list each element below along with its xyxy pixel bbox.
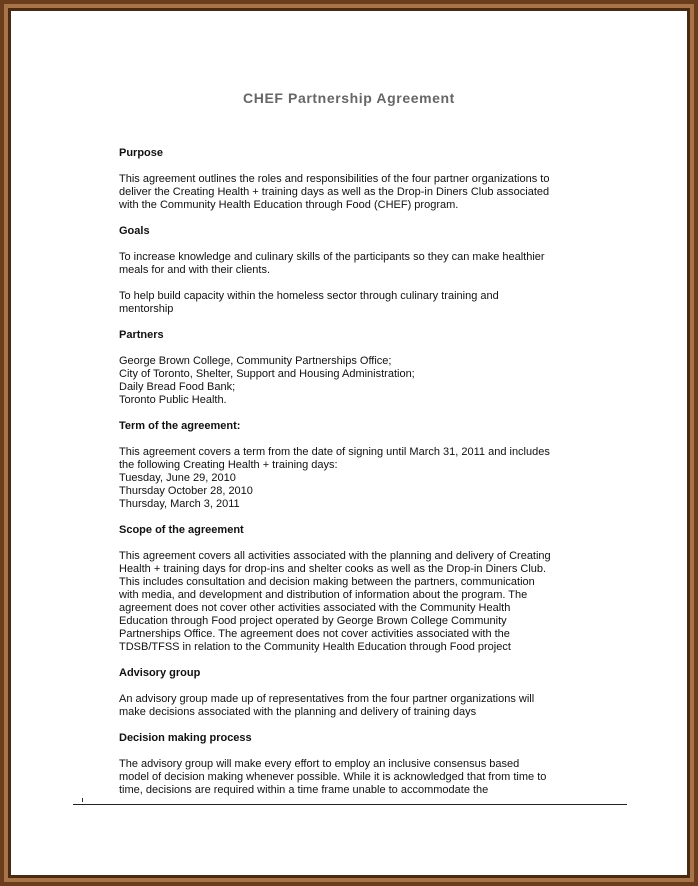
text-line: This agreement covers all activities associated with the planning and delivery of Creating bbox=[119, 550, 551, 562]
section-paragraph bbox=[119, 173, 579, 212]
text-line: deliver the Creating Health + training days as well as the Drop-in Diners Club associated bbox=[119, 186, 550, 198]
section-paragraph bbox=[119, 550, 579, 654]
document-body bbox=[119, 147, 579, 810]
section-heading: Term of the agreement: bbox=[119, 420, 241, 432]
text-line: George Brown College, Community Partnerships Office; bbox=[119, 355, 392, 367]
section-paragraph bbox=[119, 446, 579, 511]
section-heading: Scope of the agreement bbox=[119, 524, 244, 536]
section-paragraph bbox=[119, 758, 579, 797]
document-page bbox=[11, 11, 687, 875]
text-line: Thursday October 28, 2010 bbox=[119, 485, 253, 497]
margin-mark bbox=[82, 798, 83, 802]
text-line: To increase knowledge and culinary skills of the participants so they can make healthier bbox=[119, 251, 545, 263]
text-line: agreement does not cover other activities associated with the Community Health bbox=[119, 602, 511, 614]
document-title: CHEF Partnership Agreement bbox=[243, 90, 455, 106]
text-line: Education through Food project operated by George Brown College Community bbox=[119, 615, 507, 627]
text-line: City of Toronto, Shelter, Support and Housing Administration; bbox=[119, 368, 415, 380]
text-line: The advisory group will make every effort to employ an inclusive consensus based bbox=[119, 758, 520, 770]
text-line: Toronto Public Health. bbox=[119, 394, 227, 406]
text-line: make decisions associated with the planning and delivery of training days bbox=[119, 706, 477, 718]
section-paragraph bbox=[119, 290, 579, 316]
text-line: meals for and with their clients. bbox=[119, 264, 271, 276]
text-line: with media, and development and distribution of information about the program. The bbox=[119, 589, 528, 601]
text-line: Tuesday, June 29, 2010 bbox=[119, 472, 236, 484]
text-line: the following Creating Health + training days: bbox=[119, 459, 338, 471]
text-line: This agreement outlines the roles and responsibilities of the four partner organizations to bbox=[119, 173, 550, 185]
text-line: This includes consultation and decision making between the partners, communication bbox=[119, 576, 535, 588]
section-paragraph bbox=[119, 355, 579, 407]
text-line: with the Community Health Education through Food (CHEF) program. bbox=[119, 199, 459, 211]
section-heading: Purpose bbox=[119, 147, 164, 159]
text-line: Daily Bread Food Bank; bbox=[119, 381, 236, 393]
text-line: time, decisions are required within a time frame unable to accommodate the bbox=[119, 784, 489, 796]
section-paragraph bbox=[119, 693, 579, 719]
section-paragraph bbox=[119, 251, 579, 277]
section-heading: Goals bbox=[119, 225, 150, 237]
text-line: Thursday, March 3, 2011 bbox=[119, 498, 240, 510]
section-heading: Decision making process bbox=[119, 732, 252, 744]
section-heading: Partners bbox=[119, 329, 164, 341]
text-line: model of decision making whenever possible. While it is acknowledged that from time to bbox=[119, 771, 547, 783]
footer-rule bbox=[73, 804, 627, 805]
text-line: Partnerships Office. The agreement does not cover activities associated with the bbox=[119, 628, 510, 640]
text-line: To help build capacity within the homeless sector through culinary training and bbox=[119, 290, 499, 302]
text-line: mentorship bbox=[119, 303, 174, 315]
text-line: This agreement covers a term from the date of signing until March 31, 2011 and includes bbox=[119, 446, 550, 458]
text-line: Health + training days for drop-ins and shelter cooks as well as the Drop-in Diners Club. bbox=[119, 563, 547, 575]
text-line: An advisory group made up of representatives from the four partner organizations will bbox=[119, 693, 535, 705]
section-heading: Advisory group bbox=[119, 667, 201, 679]
text-line: TDSB/TFSS in relation to the Community Health Education through Food project bbox=[119, 641, 511, 653]
